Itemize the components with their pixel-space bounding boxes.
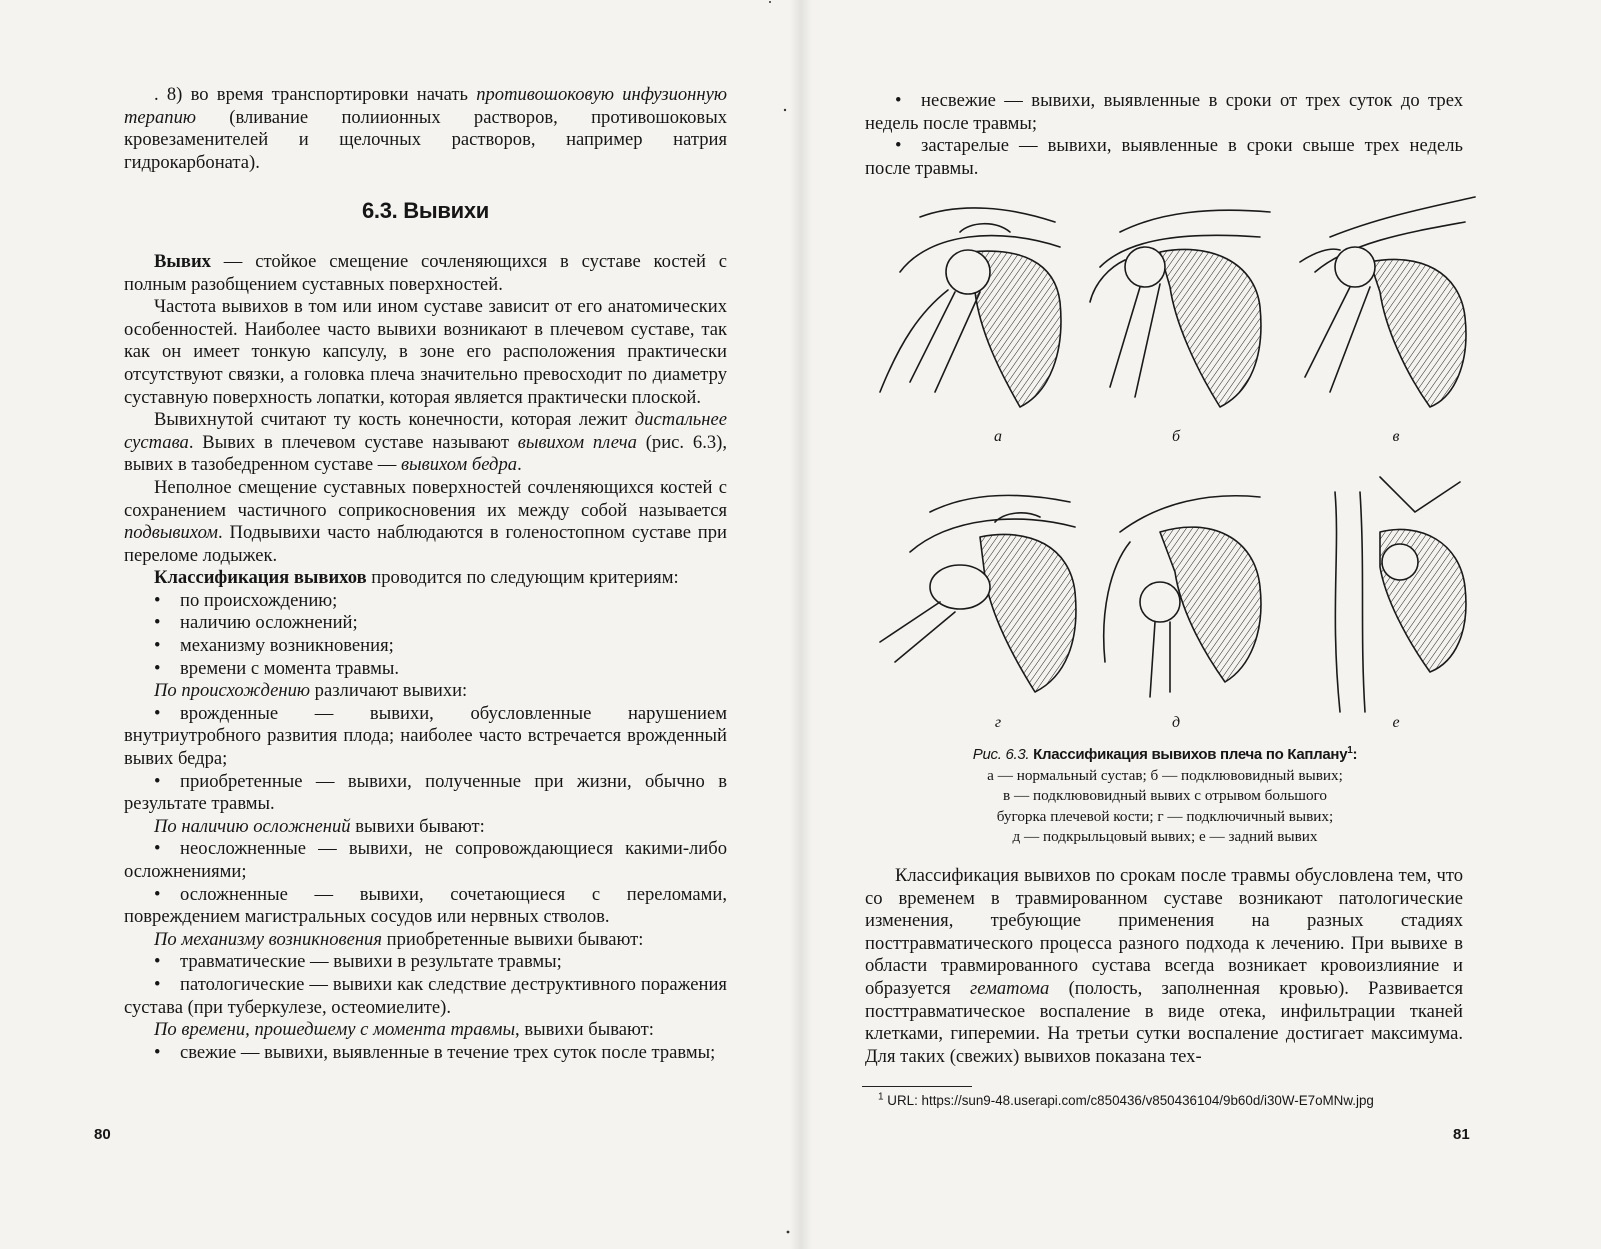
caption-line: а — нормальный сустав; б — подклювовидный вывих; bbox=[987, 766, 1343, 784]
shoulder-illustrations bbox=[860, 192, 1480, 752]
caption-line: бугорка плечевой кости; г — подключичный вывих; bbox=[996, 807, 1334, 825]
panel-c-subcoracoid-tubercle bbox=[1300, 197, 1475, 407]
paragraph-subluxation: Неполное смещение суставных поверхностей сочленяющихся костей с сохранением частичного соприкосновения их между собой называется подвывихом. Подвывихи часто наблюдаются в голеностопном суставе при переломе лодыжек. bbox=[124, 476, 727, 566]
right-top-column bbox=[865, 90, 1463, 180]
paragraph-time: По времени, прошедшему с момента травмы, вывихи бывают: bbox=[154, 1019, 654, 1041]
panel-d-subclavian bbox=[880, 495, 1076, 692]
list-item: • приобретенные — вывихи, полученные при жизни, обычно в результате травмы. bbox=[124, 771, 727, 816]
panel-f-posterior bbox=[1335, 477, 1466, 712]
figure-letter: е bbox=[1392, 714, 1400, 731]
caption-title: Рис. 6.3. Классификация вывихов плеча по Каплану$^1$: bbox=[972, 745, 1358, 763]
page-number: 81 bbox=[1453, 1126, 1470, 1143]
figure-letter: д bbox=[1171, 714, 1181, 731]
list-item: • свежие — вывихи, выявленные в течение трех суток после травмы; bbox=[124, 1042, 727, 1065]
figure-letter: б bbox=[1171, 428, 1181, 445]
panel-a-normal-joint bbox=[880, 208, 1061, 407]
paragraph-definition: Вывих — стойкое смещение сочленяющихся в суставе костей с полным разобщением суставных поверхностей. bbox=[124, 250, 727, 295]
paragraph-origin: По происхождению различают вывихи: bbox=[154, 680, 468, 702]
section-heading: 6.3. Вывихи bbox=[362, 198, 489, 224]
list-item: • врожденные — вывихи, обусловленные нарушением внутриутробного развития плода; наиболее часто встречается врожденный вывих бедра; bbox=[124, 703, 727, 771]
left-text-column bbox=[124, 84, 727, 1064]
list-item: • неосложненные — вывихи, не сопровождающиеся какими-либо осложнениями; bbox=[124, 838, 727, 883]
list-item: • несвежие — вывихи, выявленные в сроки от трех суток до трех недель после травмы; bbox=[865, 90, 1463, 135]
panel-e-subaxillary bbox=[1104, 496, 1261, 697]
paragraph-frequency: Частота вывихов в том или ином суставе зависит от его анатомических особенностей. Наиболее часто вывихи возникают в плечевом суставе, так как он имеет тонкую капсулу, в зоне его расположения практически отсутствуют связки, а головка плеча значительно превосходит по диаметру суставную поверхность лопатки, которая является практически плоской. bbox=[124, 296, 727, 408]
figure-letter: а bbox=[994, 428, 1002, 445]
book-gutter bbox=[790, 0, 812, 1249]
paragraph-classification: Классификация вывихов проводится по следующим критериям: bbox=[154, 567, 679, 589]
list-item: • по происхождению; bbox=[124, 590, 727, 613]
paragraph-dislocated-bone: Вывихнутой считают ту кость конечности, которая лежит дистальнее сустава. Вывих в плечевом суставе называют вывихом плеча (рис. 6.3), вывих в тазобедренном суставе — вывихом бедра. bbox=[124, 409, 727, 476]
list-item: • травматические — вывихи в результате травмы; bbox=[124, 951, 727, 974]
right-bottom-column bbox=[865, 865, 1463, 1068]
shoulder-dislocation-figure bbox=[860, 192, 1480, 752]
page-81 bbox=[810, 0, 1601, 1249]
paragraph-mechanism: По механизму возникновения приобретенные вывихи бывают: bbox=[154, 928, 644, 950]
footnote-rule bbox=[862, 1086, 972, 1087]
figure-letter: г bbox=[994, 714, 1002, 731]
figure-caption bbox=[900, 745, 1430, 848]
paragraph-complications: По наличию осложнений вывихи бывают: bbox=[154, 815, 485, 837]
page-80 bbox=[0, 0, 790, 1249]
list-item: • патологические — вывихи как следствие деструктивного поражения сустава (при туберкулезе, остеомиелите). bbox=[124, 974, 727, 1019]
paragraph-transport: . 8) во время транспортировки начать противошоковую инфузионную терапию (вливание полиионных растворов, противошоковых кровезаменителей и щелочных растворов, например натрия гидрокарбоната). bbox=[124, 84, 727, 173]
paragraph-time-classification: Классификация вывихов по срокам после травмы обусловлена тем, что со временем в травмированном суставе возникают патологические изменения, требующие применения на разных стадиях посттравматического процесса разного подхода к лечению. При вывихе в области травмированного сустава всегда возникает кровоизлияние и образуется гематома (полость, заполненная кровью). Развивается посттравматическое воспаление в виде отека, инфильтрации тканей клетками, гиперемии. На третьи сутки воспаление достигает максимума. Для таких (свежих) вывихов показана тех- bbox=[865, 865, 1463, 1067]
caption-line: в — подклювовидный вывих с отрывом большого bbox=[1003, 787, 1327, 804]
figure-letter: в bbox=[1392, 428, 1400, 445]
footnote: $^1$ URL: https://sun9-48.userapi.com/c850436/v850436104/9b60d/i30W-E7oMNw.jpg bbox=[878, 1091, 1374, 1108]
list-item: • наличию осложнений; bbox=[124, 612, 727, 635]
list-item: • осложненные — вывихи, сочетающиеся с переломами, повреждением магистральных сосудов или нервных стволов. bbox=[124, 884, 727, 929]
list-item: • механизму возникновения; bbox=[124, 635, 727, 658]
caption-line: д — подкрыльцовый вывих; е — задний вывих bbox=[1012, 828, 1318, 845]
list-item: • застарелые — вывихи, выявленные в сроки свыше трех недель после травмы. bbox=[865, 135, 1463, 180]
page-number: 80 bbox=[94, 1126, 111, 1143]
list-item: • времени с момента травмы. bbox=[124, 658, 727, 681]
panel-b-subcoracoid bbox=[1090, 210, 1270, 407]
